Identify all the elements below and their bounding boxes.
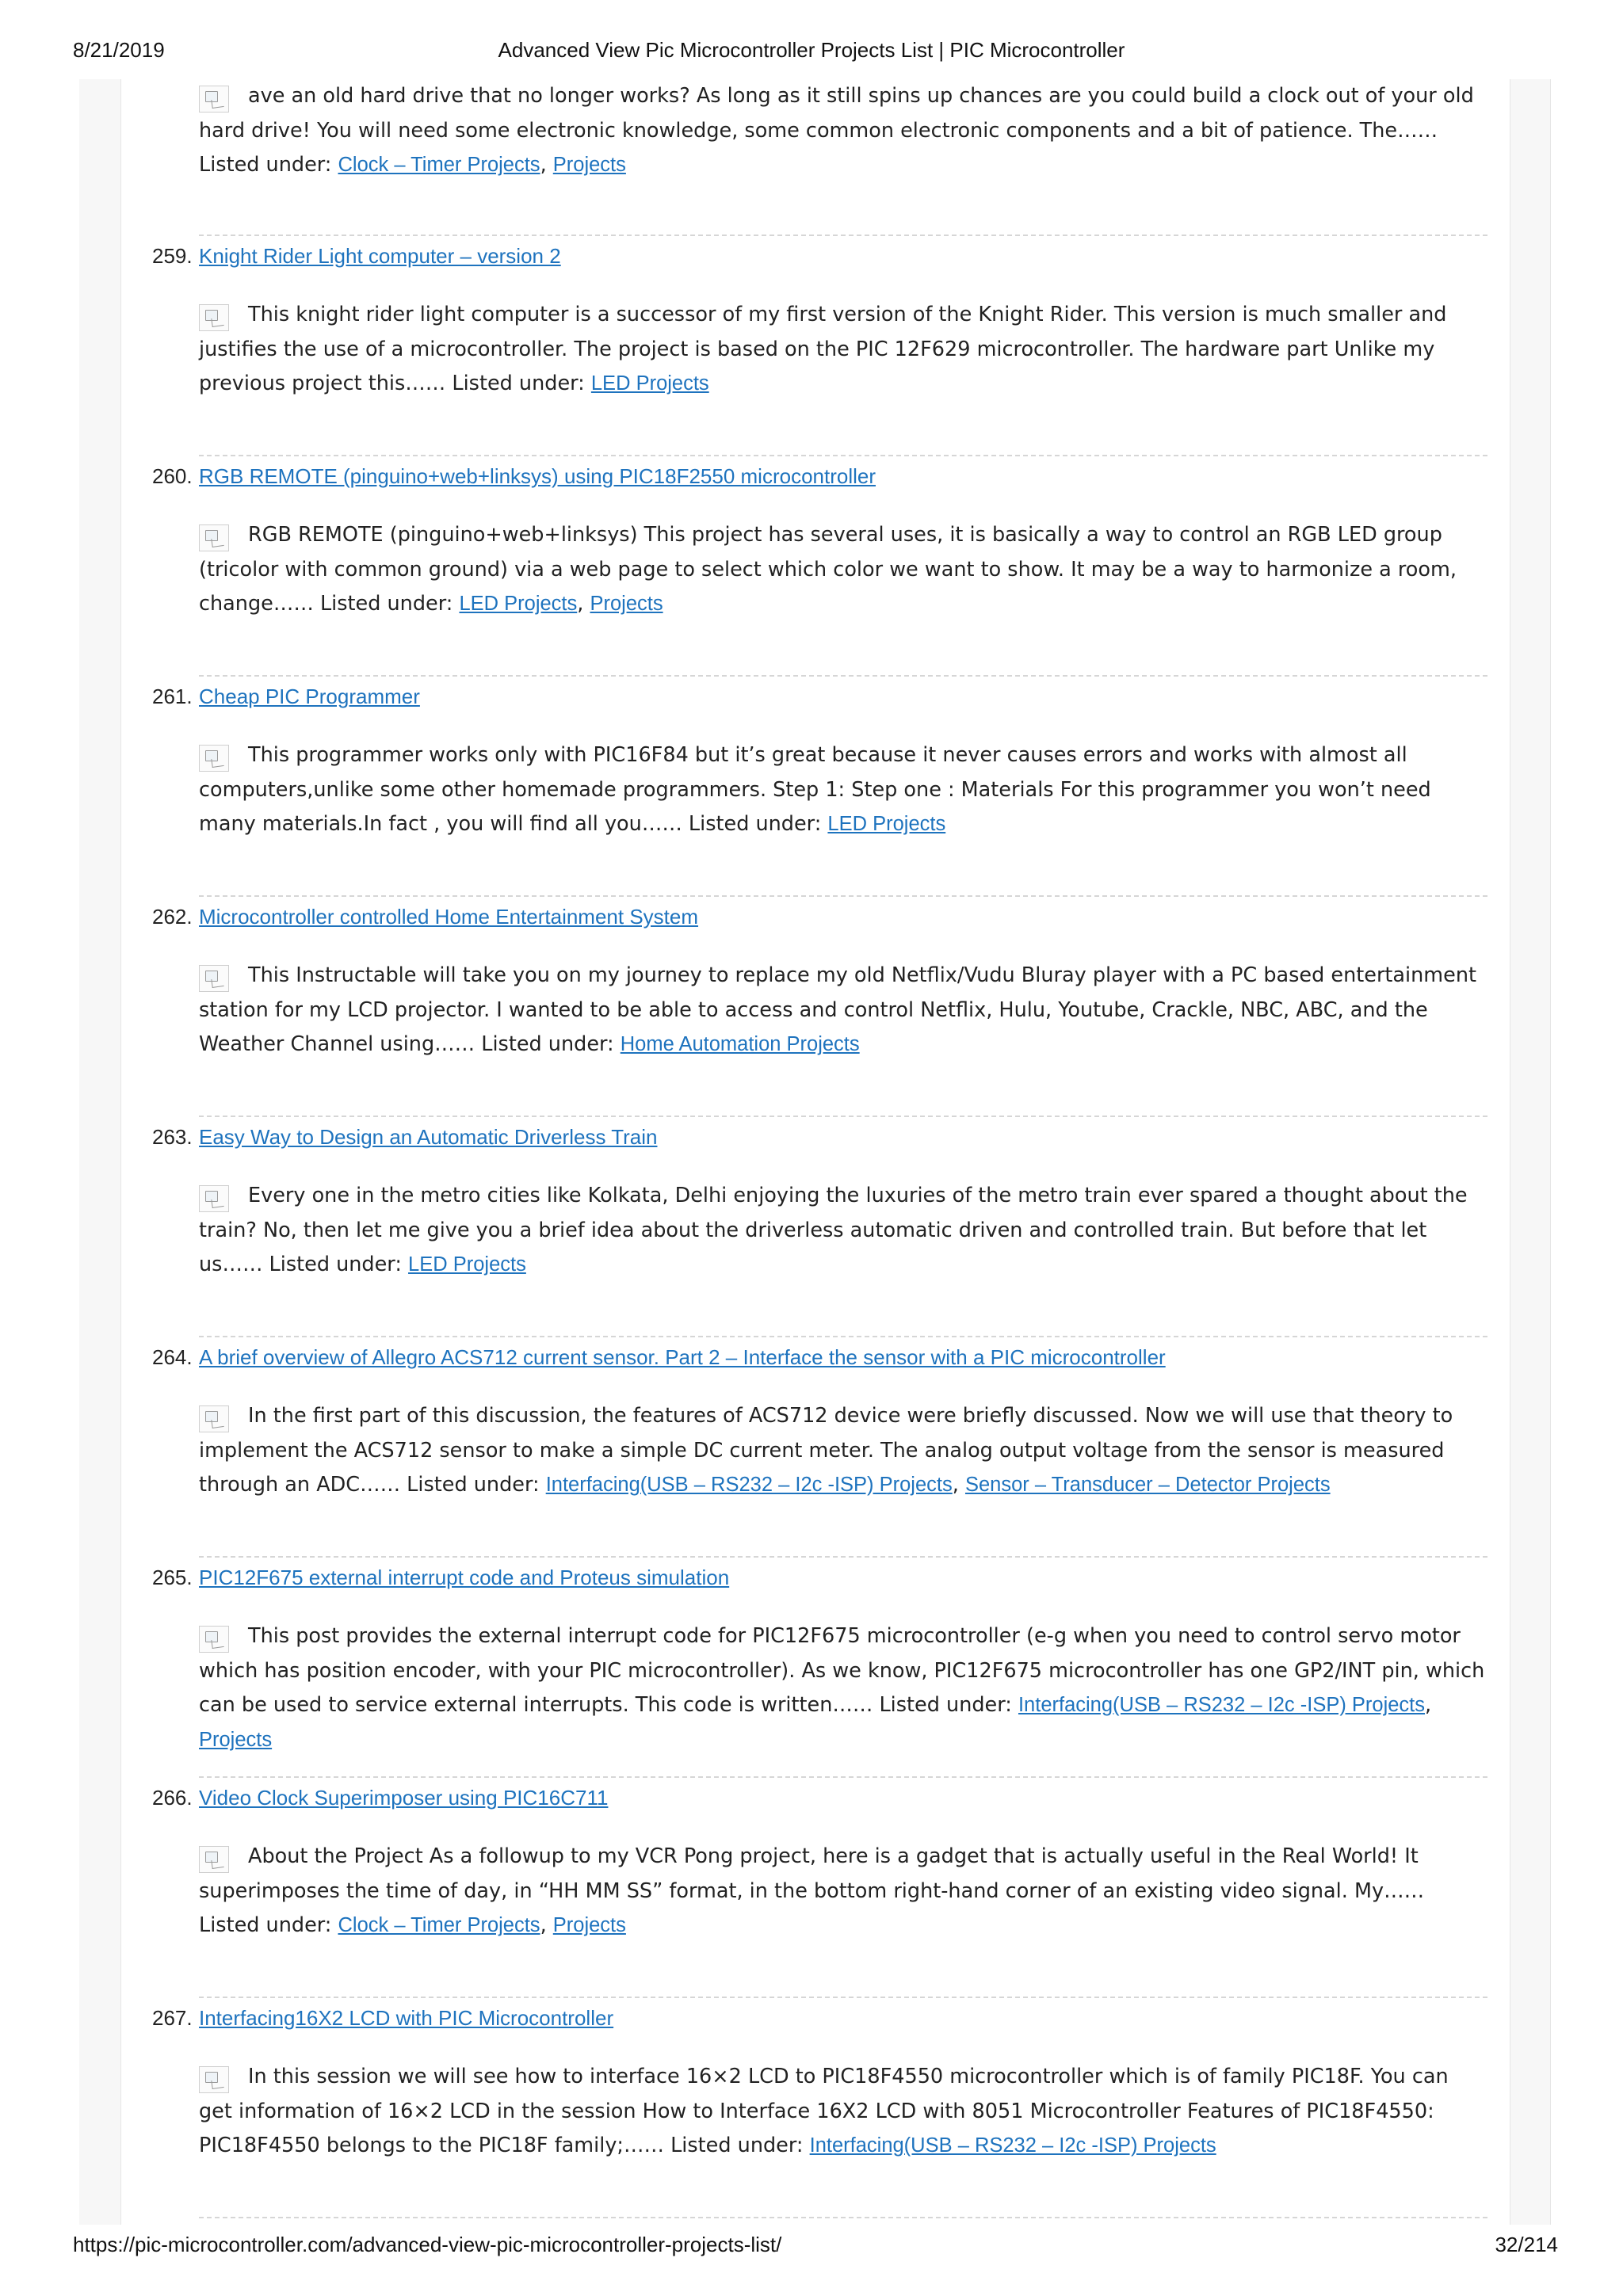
list-item xyxy=(152,1345,1166,1377)
item-number: 266. xyxy=(152,1786,193,1810)
category-link[interactable]: Interfacing(USB – RS232 – I2c -ISP) Projects xyxy=(545,1474,953,1496)
category-link[interactable]: Clock – Timer Projects xyxy=(338,154,540,176)
project-description xyxy=(199,2060,1487,2164)
description-text: RGB REMOTE (pinguino+web+linksys) This project has several uses, it is basically a way to control an RGB LED group (tricolor with common ground) via a web page to select which color we want to show. It may be a way to harmonize a room, change…… Listed under: xyxy=(199,523,1457,616)
category-link[interactable]: Projects xyxy=(552,1914,626,1936)
list-item-continued xyxy=(199,79,1487,183)
category-link[interactable]: Clock – Timer Projects xyxy=(338,1914,540,1936)
category-link[interactable]: Interfacing(USB – RS232 – I2c -ISP) Projects xyxy=(809,2134,1216,2157)
item-number: 259. xyxy=(152,244,193,268)
print-url: https://pic-microcontroller.com/advanced-view-pic-microcontroller-projects-list/ xyxy=(73,2233,782,2256)
project-description xyxy=(199,298,1487,402)
broken-image-icon xyxy=(199,524,229,551)
category-link[interactable]: LED Projects xyxy=(827,813,946,835)
item-number: 267. xyxy=(152,2006,193,2030)
item-number: 260. xyxy=(152,464,193,488)
project-description: In the first part of this discussion, the features of ACS712 device were briefly discussed. Now we will use that theory to implement the ACS712 sensor to make a simple DC current meter. The analog output voltage from the sensor is measured through an ADC…… Listed under: Interfacing(USB – RS232 – I2c -ISP) Projects, Sensor – Transducer – Detector Projects xyxy=(199,1404,1453,1497)
project-title-link[interactable]: PIC12F675 external interrupt code and Proteus simulation xyxy=(199,1566,730,1589)
broken-image-icon xyxy=(199,86,229,113)
project-description xyxy=(199,738,1487,842)
entry-body xyxy=(199,1840,1487,1943)
broken-image-icon xyxy=(199,304,229,331)
description-text: In this session we will see how to interface 16×2 LCD to PIC18F4550 microcontroller which is of family PIC18F. You can get information of 16×2 LCD in the session How to Interface 16X2 LCD with 8051 Microcontroller Features of PIC18F4550: PIC18F4550 belongs to the PIC18F family;…… Listed under: xyxy=(199,2065,1449,2157)
category-link[interactable]: Home Automation Projects xyxy=(620,1033,860,1055)
project-description xyxy=(199,959,1487,1062)
description-text: ave an old hard drive that no longer works? As long as it still spins up chances are you could build a clock out of your old hard drive! You will need some electronic knowledge, some common electronic components and a bit of patience. The…… Listed under: xyxy=(199,84,1474,177)
project-description: About the Project As a followup to my VCR Pong project, here is a gadget that is actually useful in the Real World! It superimposes the time of day, in “HH MM SS” format, in the bottom right-hand corner of an existing video signal. My…… Listed under: Clock – Timer Projects, Projects xyxy=(199,1844,1425,1937)
broken-image-icon xyxy=(199,1405,229,1432)
entry-divider xyxy=(199,1776,1487,1778)
entry-divider xyxy=(199,1116,1487,1117)
project-title-link[interactable]: Interfacing16X2 LCD with PIC Microcontroller xyxy=(199,2006,614,2030)
entry-divider xyxy=(199,1556,1487,1558)
item-number: 261. xyxy=(152,685,193,708)
category-link[interactable]: LED Projects xyxy=(459,593,578,615)
project-description: This post provides the external interrupt code for PIC12F675 microcontroller (e-g when you need to control servo motor which has position encoder, with your PIC microcontroller). As we know, PIC12F675 microcontroller has one GP2/INT pin, which can be used to service external interrupts. This code is written…… Listed under: Interfacing(USB – RS232 – I2c -ISP) Projects, Projects xyxy=(199,1624,1485,1751)
category-link[interactable]: Projects xyxy=(199,1728,273,1751)
category-link[interactable]: Projects xyxy=(552,154,626,176)
project-title-link[interactable]: A brief overview of Allegro ACS712 current sensor. Part 2 – Interface the sensor with a PIC microcontroller xyxy=(199,1345,1166,1369)
list-item xyxy=(152,1125,657,1157)
project-title-link[interactable]: Easy Way to Design an Automatic Driverless Train xyxy=(199,1125,658,1149)
description-text: This post provides the external interrupt code for PIC12F675 microcontroller (e-g when you need to control servo motor which has position encoder, with your PIC microcontroller). As we know, PIC12F675 microcontroller has one GP2/INT pin, which can be used to service external interrupts. This code is written…… Listed under: xyxy=(199,1624,1485,1717)
entry-divider xyxy=(199,1997,1487,1998)
entry-divider xyxy=(199,455,1487,456)
project-title-link[interactable]: RGB REMOTE (pinguino+web+linksys) using PIC18F2550 microcontroller xyxy=(199,464,876,488)
entry-body xyxy=(199,959,1487,1062)
entry-body xyxy=(199,1619,1487,1757)
broken-image-icon xyxy=(199,1626,229,1653)
print-header xyxy=(0,38,1623,70)
print-date: 8/21/2019 xyxy=(73,38,165,62)
list-item xyxy=(152,1566,729,1597)
entry-body xyxy=(199,298,1487,402)
entry-divider xyxy=(199,895,1487,897)
description-text: About the Project As a followup to my VCR Pong project, here is a gadget that is actually useful in the Real World! It superimposes the time of day, in “HH MM SS” format, in the bottom right-hand corner of an existing video signal. My…… Listed under: xyxy=(199,1844,1425,1937)
entry-body xyxy=(199,1399,1487,1503)
entry-body xyxy=(199,738,1487,842)
entry-divider xyxy=(199,2217,1487,2218)
broken-image-icon xyxy=(199,1846,229,1873)
entry-divider xyxy=(199,235,1487,236)
print-title: Advanced View Pic Microcontroller Projects List | PIC Microcontroller xyxy=(498,38,1125,62)
category-link[interactable]: Projects xyxy=(590,593,663,615)
list-item xyxy=(152,464,876,496)
entry-body xyxy=(199,2060,1487,2164)
list-item xyxy=(152,2006,613,2038)
item-number: 265. xyxy=(152,1566,193,1589)
item-number: 264. xyxy=(152,1345,193,1369)
description-text: This programmer works only with PIC16F84 but it’s great because it never causes errors and works with almost all computers,unlike some other homemade programmers. Step 1: Step one : Materials For this programmer you won’t need many materials.In fact , you will find all you…… Listed under: xyxy=(199,743,1431,836)
description-text: This Instructable will take you on my journey to replace my old Netflix/Vudu Bluray player with a PC based entertainment station for my LCD projector. I wanted to be able to access and control Netflix, Hulu, Youtube, Crackle, NBC, ABC, and the Weather Channel using…… Listed under: xyxy=(199,963,1476,1056)
category-link[interactable]: Interfacing(USB – RS232 – I2c -ISP) Projects xyxy=(1018,1694,1426,1716)
category-link[interactable]: LED Projects xyxy=(408,1253,526,1276)
project-description: RGB REMOTE (pinguino+web+linksys) This project has several uses, it is basically a way to control an RGB LED group (tricolor with common ground) via a web page to select which color we want to show. It may be a way to harmonize a room, change…… Listed under: LED Projects, Projects xyxy=(199,523,1457,616)
list-item xyxy=(152,244,561,276)
project-title-link[interactable]: Knight Rider Light computer – version 2 xyxy=(199,244,561,268)
broken-image-icon xyxy=(199,745,229,772)
list-item xyxy=(152,685,420,716)
description-text: In the first part of this discussion, the features of ACS712 device were briefly discussed. Now we will use that theory to implement the ACS712 sensor to make a simple DC current meter. The analog output voltage from the sensor is measured through an ADC…… Listed under: xyxy=(199,1404,1453,1497)
description-text: Every one in the metro cities like Kolkata, Delhi enjoying the luxuries of the metro train ever spared a thought about the train? No, then let me give you a brief idea about the driverless automatic driven and controlled train. But before that let us…… Listed under: xyxy=(199,1184,1468,1276)
print-footer xyxy=(0,2233,1623,2264)
description-text: This knight rider light computer is a successor of my first version of the Knight Rider. This version is much smaller and justifies the use of a microcontroller. The project is based on the PIC 12F629 microcontroller. The hardware part Unlike my previous project this…… Listed under: xyxy=(199,303,1447,395)
broken-image-icon xyxy=(199,965,229,992)
category-link[interactable]: LED Projects xyxy=(590,372,709,395)
project-title-link[interactable]: Cheap PIC Programmer xyxy=(199,685,420,708)
entry-body xyxy=(199,1179,1487,1283)
project-title-link[interactable]: Video Clock Superimposer using PIC16C711 xyxy=(199,1786,609,1810)
entry-divider xyxy=(199,1336,1487,1337)
page-counter: 32/214 xyxy=(1495,2233,1558,2256)
entry-divider xyxy=(199,675,1487,677)
project-description: ave an old hard drive that no longer works? As long as it still spins up chances are you could build a clock out of your old hard drive! You will need some electronic knowledge, some common electronic components and a bit of patience. The…… Listed under: Clock – Timer Projects, Projects xyxy=(199,84,1474,177)
entry-body xyxy=(199,518,1487,622)
broken-image-icon xyxy=(199,1185,229,1212)
item-number: 263. xyxy=(152,1125,193,1149)
category-link[interactable]: Sensor – Transducer – Detector Projects xyxy=(964,1474,1331,1496)
list-item xyxy=(152,1786,608,1817)
project-title-link[interactable]: Microcontroller controlled Home Entertainment System xyxy=(199,905,699,929)
item-number: 262. xyxy=(152,905,193,929)
list-item xyxy=(152,905,698,936)
broken-image-icon xyxy=(199,2066,229,2093)
project-description xyxy=(199,1179,1487,1283)
